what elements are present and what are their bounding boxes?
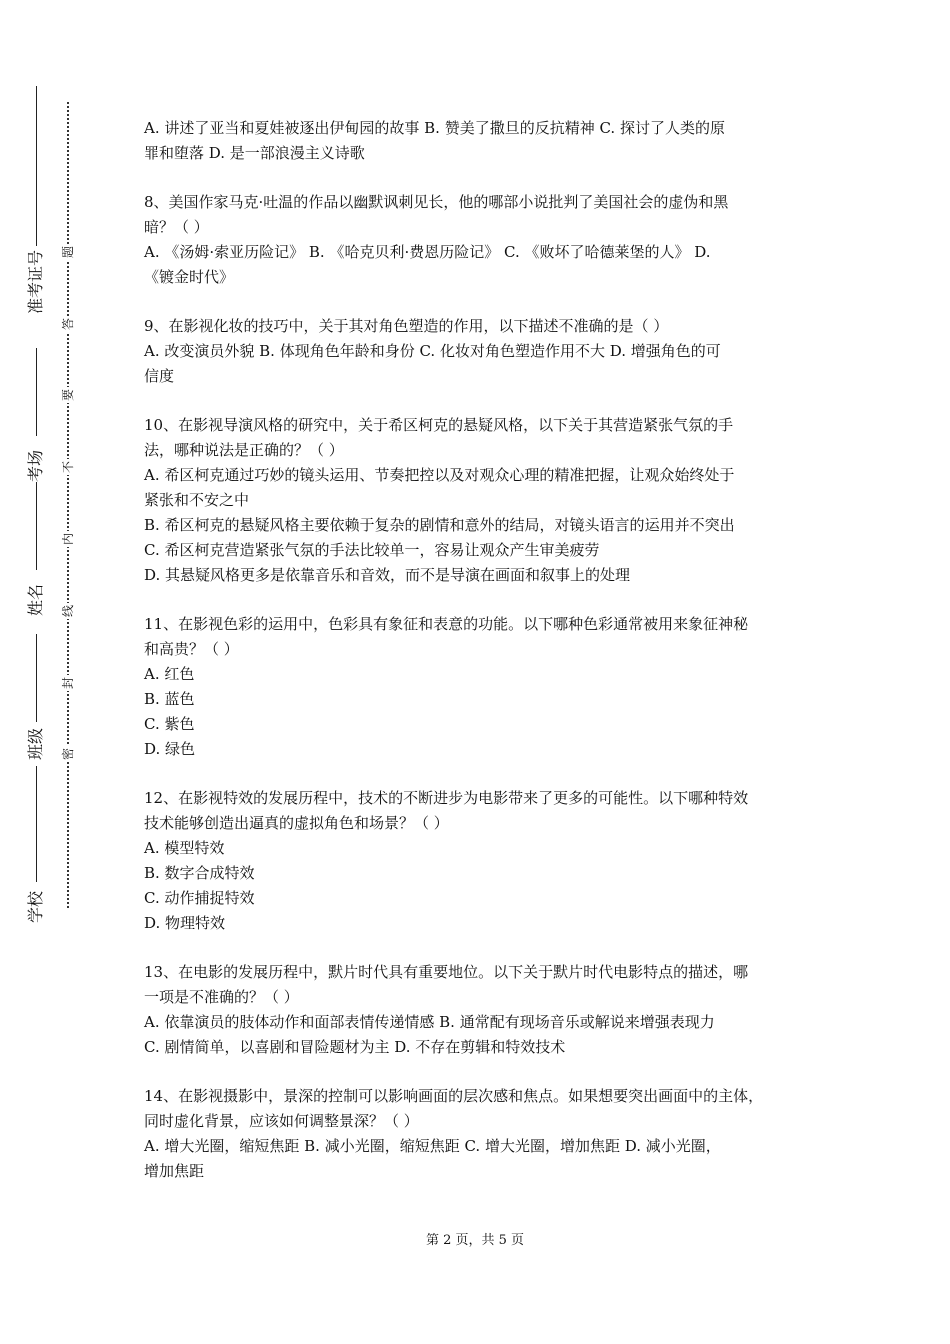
question-stem: 12、在影视特效的发展历程中，技术的不断进步为电影带来了更多的可能性。以下哪种特效 [144,789,749,807]
seal-dotted-line [67,102,69,908]
admission-number-label: 准考证号 [26,249,45,314]
question-14 [144,1084,810,1184]
question-stem: 同时虚化背景，应该如何调整景深？（ ） [144,1112,419,1130]
question-content [144,116,810,1184]
question-options: 信度 [144,367,175,385]
binding-margin [0,0,110,1344]
question-stem: 一项是不准确的？（ ） [144,988,299,1006]
name-label: 姓名 [26,583,45,616]
option-c: C. 紫色 [144,715,195,733]
question-9 [144,314,810,389]
option-b: B. 蓝色 [144,690,195,708]
option-a: 紧张和不安之中 [144,491,250,509]
option-d: D. 绿色 [144,740,196,758]
seal-char-bu: 不 [61,461,75,474]
question-stem: 技术能够创造出逼真的虚拟角色和场景？（ ） [144,814,449,832]
question-options: A. 依靠演员的肢体动作和面部表情传递情感 B. 通常配有现场音乐或解说来增强表现力 [144,1013,715,1031]
question-stem: 13、在电影的发展历程中，默片时代具有重要地位。以下关于默片时代电影特点的描述，哪 [144,963,749,981]
text-line: A. 讲述了亚当和夏娃被逐出伊甸园的故事 B. 赞美了撒旦的反抗精神 C. 探讨了人类的原 [144,119,725,137]
question-options: 《镀金时代》 [144,268,235,286]
seal-char-da: 答 [61,318,75,331]
option-a: A. 希区柯克通过巧妙的镜头运用、节奏把控以及对观众心理的精准把握，让观众始终处于 [144,466,735,484]
admission-number-line [36,86,37,246]
seal-char-nei: 内 [61,533,75,546]
option-c: C. 动作捕捉特效 [144,889,255,907]
seal-char-xian: 线 [61,605,75,618]
question-12 [144,786,810,936]
page-number-footer: 第 2 页，共 5 页 [425,1233,525,1248]
question-options: A. 增大光圈，缩短焦距 B. 减小光圈，缩短焦距 C. 增大光圈，增加焦距 D. 减小光圈， [144,1137,721,1155]
question-stem: 10、在影视导演风格的研究中，关于希区柯克的悬疑风格，以下关于其营造紧张气氛的手 [144,416,734,434]
question-stem: 11、在影视色彩的运用中，色彩具有象征和表意的功能。以下哪种色彩通常被用来象征神秘 [144,615,749,633]
school-line [36,766,37,882]
question-stem: 和高贵？（ ） [144,640,239,658]
question-stem: 法，哪种说法是正确的？（ ） [144,441,344,459]
question-options: C. 剧情简单，以喜剧和冒险题材为主 D. 不存在剪辑和特效技术 [144,1038,566,1056]
question-options: 增加焦距 [144,1162,205,1180]
question-stem: 8、美国作家马克·吐温的作品以幽默讽刺见长，他的哪部小说批判了美国社会的虚伪和黑 [144,193,729,211]
question-options: A. 《汤姆·索亚历险记》 B. 《哈克贝利·费恩历险记》 C. 《败坏了哈德莱堡的人》 D. [144,243,711,261]
question-11 [144,612,810,762]
question-stem: 14、在影视摄影中，景深的控制可以影响画面的层次感和焦点。如果想要突出画面中的主体， [144,1087,764,1105]
option-d: D. 其悬疑风格更多是依靠音乐和音效，而不是导演在画面和叙事上的处理 [144,566,631,584]
exam-room-label: 考场 [26,449,45,482]
seal-char-mi: 密 [61,748,75,761]
question-7-options [144,116,810,166]
option-a: A. 红色 [144,665,195,683]
name-line [36,482,37,570]
question-options: A. 改变演员外貌 B. 体现角色年龄和身份 C. 化妆对角色塑造作用不大 D. 增强角色的可 [144,342,721,360]
seal-char-ti: 题 [61,246,75,259]
text-line: 罪和堕落 D. 是一部浪漫主义诗歌 [144,144,365,162]
question-10 [144,413,810,588]
option-a: A. 模型特效 [144,839,225,857]
option-c: C. 希区柯克营造紧张气氛的手法比较单一，容易让观众产生审美疲劳 [144,541,600,559]
question-8 [144,190,810,290]
question-stem: 9、在影视化妆的技巧中，关于其对角色塑造的作用，以下描述不准确的是（ ） [144,317,669,335]
class-label: 班级 [26,727,45,760]
class-line [36,634,37,722]
seal-char-feng: 封 [61,677,75,690]
option-b: B. 数字合成特效 [144,864,255,882]
question-13 [144,960,810,1060]
question-stem: 暗？（ ） [144,218,209,236]
exam-room-line [36,348,37,436]
seal-char-yao: 要 [61,389,75,402]
option-d: D. 物理特效 [144,914,226,932]
school-label: 学校 [26,890,45,923]
option-b: B. 希区柯克的悬疑风格主要依赖于复杂的剧情和意外的结局，对镜头语言的运用并不突出 [144,516,735,534]
